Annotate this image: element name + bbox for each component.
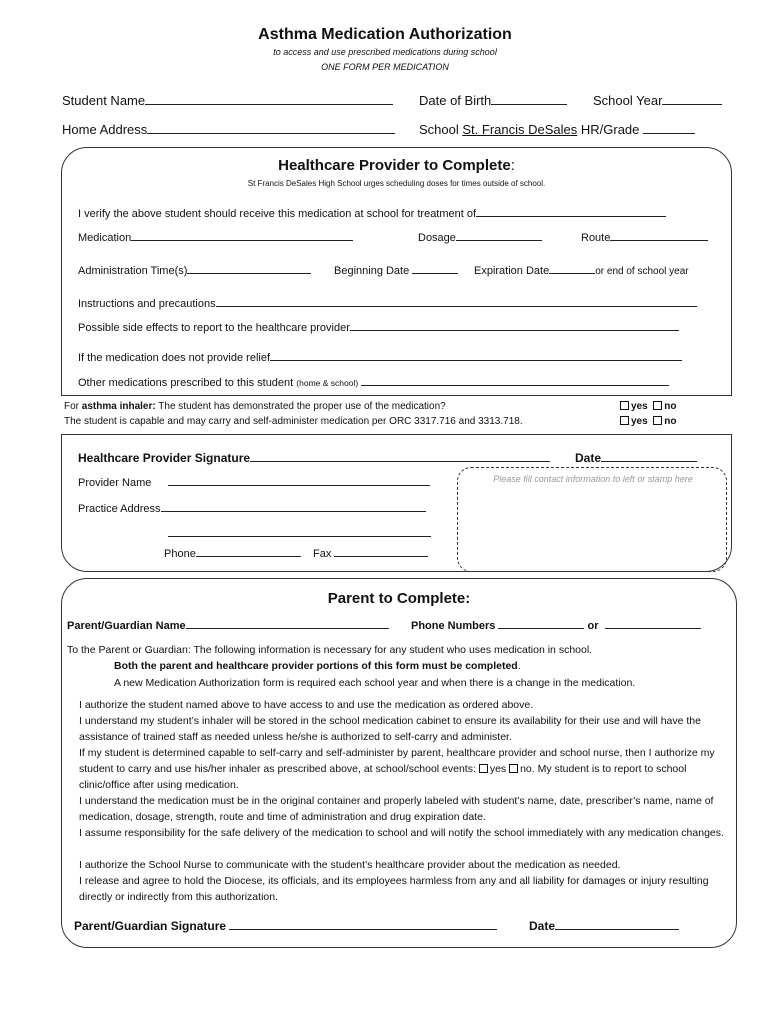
medication-label: Medication — [78, 232, 132, 244]
home-address-field[interactable] — [147, 122, 395, 134]
demo-no-checkbox[interactable] — [653, 401, 662, 410]
demo-yes-checkbox[interactable] — [620, 401, 629, 410]
practice-address-field[interactable] — [161, 500, 426, 512]
inhaler-demo-options — [620, 401, 676, 412]
provider-title-colon: : — [510, 157, 515, 174]
instructions-row — [78, 295, 697, 310]
verify-label: I verify the above student should receive this medication at school for treatment of — [78, 208, 477, 220]
provider-signature-field[interactable] — [250, 450, 550, 462]
provider-name-field[interactable] — [168, 474, 430, 486]
parent-phone-field-2[interactable] — [605, 617, 701, 629]
both-required-text: Both the parent and healthcare provider portions of this form must be completed — [114, 660, 518, 672]
self-carry-yes-checkbox[interactable] — [479, 764, 488, 773]
inhaler-line-1 — [64, 401, 446, 412]
other-meds-row — [78, 374, 669, 389]
side-effects-label: Possible side effects to report to the healthcare provider — [78, 322, 350, 334]
student-name-field[interactable] — [145, 93, 393, 105]
authorization-3-end: My student is to report to school clinic/office after using medication. — [79, 763, 687, 791]
provider-name-label: Provider Name — [78, 477, 152, 489]
parent-signature-row — [74, 918, 497, 933]
school-row — [419, 122, 695, 137]
authorization-2: I understand my student’s inhaler will be stored in the school medication cabinet to ensure its availability for their use and will have the assistance of trained staff as needed unless he/she is authorized to self-carry and administer. — [79, 715, 701, 743]
authorization-7: I release and agree to hold the Diocese, its officials, and its employees harmless from any and all liability for damages or injury resulting directly or indirectly from this authorization. — [79, 875, 709, 903]
provider-date-label: Date — [575, 451, 602, 465]
dob-row — [419, 93, 567, 108]
provider-signature-row — [78, 450, 550, 465]
school-label: School — [419, 122, 459, 137]
other-meds-note: (home & school) — [296, 378, 359, 388]
inhaler-prefix: For — [64, 401, 82, 412]
side-effects-field[interactable] — [350, 319, 679, 331]
home-address-label: Home Address — [62, 122, 148, 137]
dosage-label: Dosage — [418, 232, 456, 244]
provider-date-row — [575, 450, 697, 465]
inhaler-bold: asthma inhaler: — [81, 401, 156, 412]
no-relief-field[interactable] — [270, 349, 682, 361]
provider-section-subtitle: St Francis DeSales High School urges scheduling doses for times outside of school. — [247, 179, 546, 188]
dosage-row — [418, 229, 542, 244]
side-effects-row — [78, 319, 679, 334]
no-label: no — [664, 416, 677, 427]
parent-signature-label: Parent/Guardian Signature — [74, 919, 227, 933]
yes-label: yes — [631, 401, 648, 412]
exp-date-label: Expiration Date — [474, 265, 550, 277]
yes-label: yes — [631, 416, 648, 427]
exp-date-suffix: or end of school year — [595, 266, 689, 277]
admin-time-label: Administration Time(s) — [78, 265, 188, 277]
provider-section-title — [61, 157, 732, 174]
medication-row — [78, 229, 353, 244]
parent-phone-or: or — [587, 620, 599, 632]
parent-date-label: Date — [529, 919, 556, 933]
parent-date-field[interactable] — [555, 918, 679, 930]
parent-signature-field[interactable] — [229, 918, 497, 930]
grade-field[interactable] — [643, 122, 695, 134]
authorization-6: I authorize the School Nurse to communicate with the student’s healthcare provider about the medication as needed. — [79, 859, 621, 871]
inhaler-question: The student has demonstrated the proper use of the medication? — [155, 401, 446, 412]
authorization-5: I assume responsibility for the safe delivery of the medication to school and will notify the school immediately with any medication changes. — [79, 827, 724, 839]
parent-intro: To the Parent or Guardian: The following information is necessary for any student who uses medication in school. — [67, 644, 593, 656]
verify-row — [78, 205, 666, 220]
parent-phone-label: Phone Numbers — [411, 620, 496, 632]
authorization-4: I understand the medication must be in the original container and properly labeled with student’s name, date, prescriber’s name, name of medication, dosage, strength, route and time of administration and drug expiration date. — [79, 795, 714, 823]
home-address-row — [62, 122, 395, 137]
practice-address-line-2 — [168, 525, 431, 540]
authorization-3-text: If my student is determined capable to self-carry and self-administer by parent, healthcare provider and school nurse, then I authorize my student to carry and use his/her inhaler as prescribed above, at school/school events: — [79, 747, 715, 775]
begin-date-row — [334, 262, 458, 277]
provider-signature-label: Healthcare Provider Signature — [78, 451, 251, 465]
school-value: St. Francis DeSales — [462, 122, 578, 137]
parent-name-field[interactable] — [186, 617, 389, 629]
admin-time-field[interactable] — [187, 262, 311, 274]
carry-no-checkbox[interactable] — [653, 416, 662, 425]
exp-date-row — [474, 262, 689, 277]
student-name-label: Student Name — [62, 93, 146, 108]
inhaler-carry-options — [620, 416, 676, 427]
route-label: Route — [581, 232, 611, 244]
phone-field[interactable] — [196, 545, 301, 557]
school-year-row — [593, 93, 722, 108]
begin-date-label: Beginning Date — [334, 265, 410, 277]
parent-name-label: Parent/Guardian Name — [67, 620, 186, 632]
grade-label: HR/Grade — [580, 122, 640, 137]
authorization-3 — [79, 745, 729, 793]
medication-field[interactable] — [131, 229, 353, 241]
treatment-field[interactable] — [476, 205, 666, 217]
provider-name-row — [78, 474, 430, 489]
student-name-row — [62, 93, 393, 108]
fax-field[interactable] — [334, 545, 428, 557]
form-title: Asthma Medication Authorization — [258, 26, 512, 43]
phone-row — [164, 545, 301, 560]
self-carry-no-label: no. — [520, 763, 535, 775]
fax-row — [313, 545, 428, 560]
phone-label: Phone — [164, 548, 196, 560]
no-relief-label: If the medication does not provide relief — [78, 352, 271, 364]
instructions-label: Instructions and precautions — [78, 298, 216, 310]
carry-yes-checkbox[interactable] — [620, 416, 629, 425]
provider-date-field[interactable] — [601, 450, 697, 462]
parent-section-title: Parent to Complete: — [327, 590, 471, 607]
inhaler-line-2: The student is capable and may carry and self-administer medication per ORC 3317.716 and 3313.718. — [64, 416, 523, 427]
form-subtitle-2: ONE FORM PER MEDICATION — [321, 62, 449, 72]
route-field[interactable] — [610, 229, 708, 241]
practice-address-row — [78, 500, 426, 515]
parent-phone-field-1[interactable] — [498, 617, 584, 629]
dob-field[interactable] — [491, 93, 567, 105]
other-meds-label: Other medications prescribed to this student — [78, 377, 294, 389]
parent-phone-row — [411, 617, 701, 632]
begin-date-field[interactable] — [412, 262, 458, 274]
both-required-row — [114, 658, 521, 674]
parent-date-row — [529, 918, 679, 933]
other-meds-field[interactable] — [361, 374, 669, 386]
self-carry-no-checkbox[interactable] — [509, 764, 518, 773]
authorization-1: I authorize the student named above to have access to and use the medication as ordered above. — [79, 699, 534, 711]
self-carry-yes-label: yes — [489, 763, 510, 775]
dosage-field[interactable] — [456, 229, 542, 241]
route-row — [581, 229, 708, 244]
practice-address-field-2[interactable] — [168, 525, 431, 537]
no-relief-row — [78, 349, 682, 364]
stamp-placeholder: Please fill contact information to left or stamp here — [493, 474, 693, 484]
form-subtitle: to access and use prescribed medications during school — [273, 47, 497, 57]
new-form-notice: A new Medication Authorization form is required each school year and when there is a change in the medication. — [114, 677, 636, 689]
parent-name-row — [67, 617, 389, 632]
practice-address-label: Practice Address — [78, 503, 161, 515]
fax-label: Fax — [313, 548, 332, 560]
both-required-end: . — [517, 660, 521, 672]
admin-time-row — [78, 262, 311, 277]
school-year-field[interactable] — [662, 93, 722, 105]
no-label: no — [664, 401, 677, 412]
stamp-area[interactable] — [457, 467, 727, 572]
provider-title-text: Healthcare Provider to Complete — [278, 157, 511, 174]
dob-label: Date of Birth — [419, 93, 492, 108]
exp-date-field[interactable] — [549, 262, 595, 274]
school-year-label: School Year — [593, 93, 663, 108]
instructions-field[interactable] — [216, 295, 697, 307]
